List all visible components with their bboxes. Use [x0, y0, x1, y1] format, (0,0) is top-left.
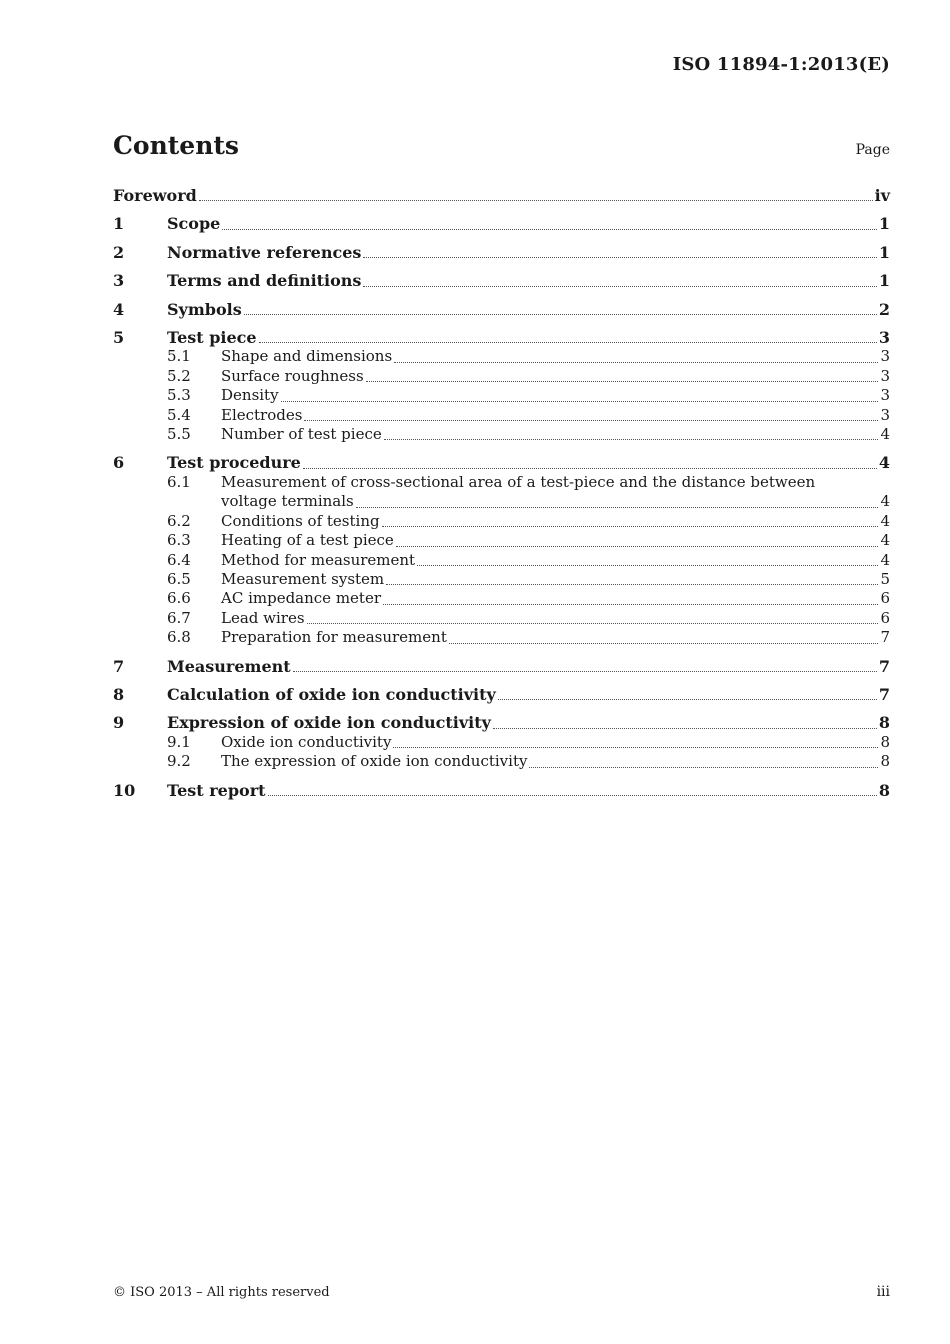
toc-number: 6.2	[167, 511, 191, 530]
toc-entry-6[interactable]	[113, 453, 890, 472]
toc-entry-9-1[interactable]	[113, 733, 890, 752]
dot-leader	[366, 380, 879, 382]
toc-entry-foreword[interactable]	[113, 186, 890, 205]
toc-page: 1	[878, 214, 890, 234]
toc-entry-2[interactable]	[113, 243, 890, 262]
table-of-contents	[113, 186, 890, 800]
dot-leader	[394, 361, 878, 363]
toc-page: 3	[880, 366, 890, 385]
dot-leader	[383, 603, 878, 605]
dot-leader	[307, 622, 879, 624]
dot-leader	[356, 506, 879, 508]
toc-number: 3	[113, 271, 125, 291]
toc-number: 5.5	[167, 425, 191, 444]
toc-number: 6.1	[167, 472, 191, 491]
dot-leader	[303, 467, 877, 469]
dot-leader	[268, 794, 877, 796]
toc-entry-6-1[interactable]	[113, 473, 890, 512]
toc-number: 6.4	[167, 550, 191, 569]
toc-entry-1[interactable]	[113, 214, 890, 233]
contents-heading: Contents	[113, 131, 240, 160]
toc-number: 5.4	[167, 405, 191, 424]
toc-number: 9	[113, 713, 125, 733]
dot-leader	[498, 698, 877, 700]
toc-page: 6	[880, 608, 890, 627]
toc-entry-5[interactable]	[113, 328, 890, 347]
toc-title: Electrodes	[221, 405, 303, 424]
toc-number: 5.2	[167, 366, 191, 385]
dot-leader	[449, 642, 879, 644]
dot-leader	[382, 525, 879, 527]
toc-number: 6.3	[167, 531, 191, 550]
copyright-notice: © ISO 2013 – All rights reserved	[113, 1285, 330, 1300]
toc-page: 1	[878, 242, 890, 262]
toc-page: 3	[880, 347, 890, 366]
toc-title: Calculation of oxide ion conductivity	[167, 684, 496, 704]
dot-leader	[199, 199, 873, 201]
toc-page: 8	[878, 713, 890, 733]
toc-page: 8	[878, 780, 890, 800]
toc-entry-4[interactable]	[113, 300, 890, 319]
toc-entry-9[interactable]	[113, 713, 890, 732]
toc-page: 4	[880, 550, 890, 569]
toc-entry-5-5[interactable]	[113, 425, 890, 444]
toc-number: 8	[113, 684, 125, 704]
dot-leader	[259, 341, 877, 343]
dot-leader	[396, 545, 879, 547]
toc-number: 7	[113, 656, 125, 676]
toc-page: 8	[880, 752, 890, 771]
toc-title: Test procedure	[167, 453, 301, 473]
toc-entry-9-2[interactable]	[113, 752, 890, 771]
toc-number: 6.8	[167, 628, 191, 647]
toc-title: Shape and dimensions	[221, 347, 393, 366]
dot-leader	[304, 419, 878, 421]
toc-entry-5-1[interactable]	[113, 347, 890, 366]
toc-entry-5-4[interactable]	[113, 406, 890, 425]
toc-page: 4	[880, 425, 890, 444]
toc-title: Oxide ion conductivity	[221, 732, 392, 751]
toc-page: 4	[880, 511, 890, 530]
dot-leader	[363, 256, 876, 258]
toc-title: Lead wires	[221, 608, 305, 627]
toc-title: Measurement	[167, 656, 291, 676]
toc-number: 5.1	[167, 347, 191, 366]
toc-page: 6	[880, 589, 890, 608]
dot-leader	[417, 564, 878, 566]
dot-leader	[529, 766, 878, 768]
dot-leader	[281, 400, 879, 402]
toc-entry-6-3[interactable]	[113, 531, 890, 550]
toc-page: 4	[878, 453, 890, 473]
toc-page: 8	[880, 732, 890, 751]
toc-number: 5.3	[167, 386, 191, 405]
dot-leader	[384, 438, 879, 440]
toc-title: Expression of oxide ion conductivity	[167, 713, 491, 733]
toc-page: 1	[878, 271, 890, 291]
toc-entry-5-3[interactable]	[113, 386, 890, 405]
toc-title: AC impedance meter	[221, 589, 382, 608]
toc-page: 4	[880, 531, 890, 550]
dot-leader	[244, 313, 877, 315]
toc-page: 7	[878, 656, 890, 676]
document-code: ISO 11894-1:2013(E)	[672, 54, 890, 75]
toc-number: 6.5	[167, 569, 191, 588]
toc-page: iv	[874, 186, 890, 205]
toc-title: Test report	[167, 780, 266, 800]
toc-title: Foreword	[113, 186, 197, 205]
dot-leader	[493, 727, 877, 729]
toc-entry-7[interactable]	[113, 657, 890, 676]
page-column-label: Page	[855, 142, 890, 158]
toc-page: 3	[880, 386, 890, 405]
toc-entry-6-2[interactable]	[113, 512, 890, 531]
toc-page: 2	[878, 299, 890, 319]
dot-leader	[293, 670, 877, 672]
toc-page: 4	[880, 492, 890, 511]
toc-title: Preparation for measurement	[221, 628, 447, 647]
toc-entry-6-4[interactable]	[113, 551, 890, 570]
toc-number: 2	[113, 242, 125, 262]
toc-title: Symbols	[167, 299, 242, 319]
toc-entry-6-7[interactable]	[113, 609, 890, 628]
toc-title: Surface roughness	[221, 366, 364, 385]
toc-title: Density	[221, 386, 279, 405]
toc-title: Conditions of testing	[221, 511, 380, 530]
toc-page: 5	[880, 569, 890, 588]
toc-title: Scope	[167, 214, 221, 234]
toc-title-line-2: voltage terminals	[221, 492, 354, 511]
toc-title: Number of test piece	[221, 425, 382, 444]
toc-entry-6-6[interactable]	[113, 589, 890, 608]
toc-entry-3[interactable]	[113, 271, 890, 290]
toc-title: Measurement system	[221, 569, 385, 588]
toc-title: Terms and definitions	[167, 271, 362, 291]
toc-title-multiline	[221, 473, 890, 512]
page-number: iii	[876, 1284, 890, 1300]
toc-number: 6.6	[167, 589, 191, 608]
toc-entry-6-8[interactable]	[113, 628, 890, 647]
toc-page: 7	[880, 628, 890, 647]
dot-leader	[222, 228, 877, 230]
toc-number: 9.2	[167, 752, 191, 771]
dot-leader	[386, 583, 878, 585]
toc-title-line-1: Measurement of cross-sectional area of a test-piece and the distance between	[221, 472, 816, 491]
toc-entry-6-5[interactable]	[113, 570, 890, 589]
toc-number: 10	[113, 780, 136, 800]
toc-number: 1	[113, 214, 125, 234]
toc-page: 3	[878, 328, 890, 348]
toc-number: 6	[113, 453, 125, 473]
toc-title: Normative references	[167, 242, 362, 262]
toc-entry-5-2[interactable]	[113, 367, 890, 386]
dot-leader	[363, 285, 876, 287]
toc-number: 5	[113, 328, 125, 348]
toc-title: The expression of oxide ion conductivity	[221, 752, 528, 771]
toc-entry-8[interactable]	[113, 685, 890, 704]
toc-entry-10[interactable]	[113, 781, 890, 800]
toc-page: 3	[880, 405, 890, 424]
toc-title: Test piece	[167, 328, 257, 348]
toc-title: Method for measurement	[221, 550, 416, 569]
toc-page: 7	[878, 684, 890, 704]
toc-number: 6.7	[167, 608, 191, 627]
toc-number: 9.1	[167, 732, 191, 751]
toc-title: Heating of a test piece	[221, 531, 394, 550]
toc-title-line-2-row	[221, 492, 890, 511]
toc-number: 4	[113, 299, 125, 319]
dot-leader	[393, 746, 878, 748]
